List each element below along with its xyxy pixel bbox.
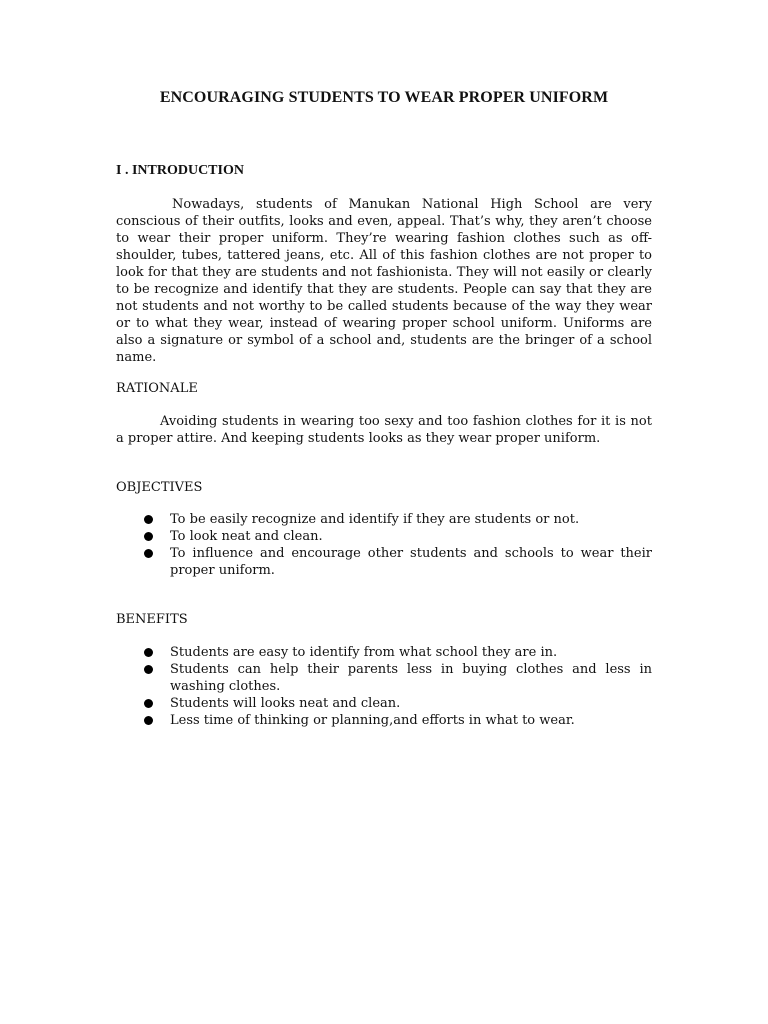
objective-text: To be easily recognize and identify if they are students or not. [170, 512, 580, 527]
benefit-item [116, 644, 652, 661]
bullet-icon [144, 549, 153, 558]
benefit-text: Students can help their parents less in buying clothes and less in washing clothes. [170, 662, 652, 694]
objective-text: To look neat and clean. [170, 529, 323, 544]
benefit-text: Students are easy to identify from what school they are in. [170, 645, 558, 660]
rationale-paragraph: Avoiding students in wearing too sexy and too fashion clothes for it is not a proper attire. And keeping students looks as they wear proper uniform. [116, 414, 652, 446]
objective-item [116, 511, 652, 528]
bullet-icon [144, 716, 153, 725]
benefits-heading: BENEFITS [116, 612, 188, 627]
introduction-heading: I . INTRODUCTION [116, 163, 244, 178]
objective-item [116, 545, 652, 579]
benefit-text: Less time of thinking or planning,and efforts in what to wear. [170, 713, 575, 728]
benefit-text: Students will looks neat and clean. [170, 696, 401, 711]
document-title: ENCOURAGING STUDENTS TO WEAR PROPER UNIFORM [159, 89, 609, 106]
objectives-heading: OBJECTIVES [116, 480, 203, 495]
introduction-paragraph: Nowadays, students of Manukan National High School are very conscious of their outfits, looks and even, appeal. That’s why, they aren’t choose to wear their proper uniform. They’re wearing fashion clothes such as off-shoulder, tubes, tattered jeans, etc. All of this fashion clothes are not proper to look for that they are students and not fashionista. They will not easily or clearly to be recognize and identify that they are students. People can say that they are not students and not worthy to be called students because of the way they wear or to what they wear, instead of wearing proper school uniform. Uniforms are also a signature or symbol of a school and, students are the bringer of a school name. [116, 197, 652, 365]
bullet-icon [144, 515, 153, 524]
bullet-icon [144, 665, 153, 674]
bullet-icon [144, 648, 153, 657]
bullet-icon [144, 532, 153, 541]
objective-item [116, 528, 652, 545]
rationale-heading: RATIONALE [116, 381, 198, 396]
benefit-item [116, 712, 652, 729]
benefit-item [116, 695, 652, 712]
benefits-list [116, 644, 652, 729]
benefit-item [116, 661, 652, 695]
objectives-list [116, 511, 652, 579]
objective-text: To influence and encourage other students and schools to wear their proper uniform. [170, 546, 652, 578]
bullet-icon [144, 699, 153, 708]
